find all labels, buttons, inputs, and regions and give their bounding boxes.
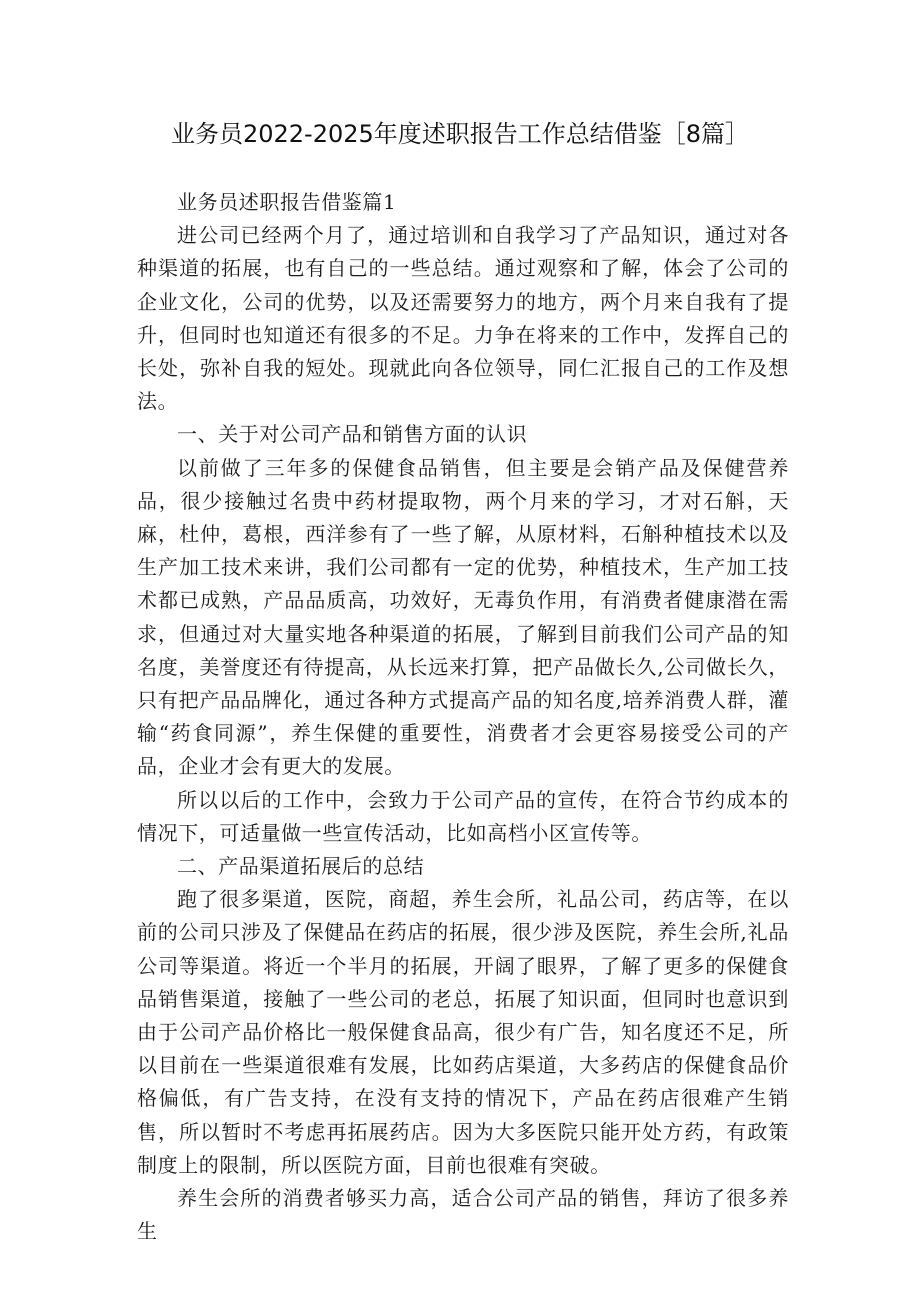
body-paragraph: 所以以后的工作中，会致力于公司产品的宣传，在符合节约成本的情况下，可适量做一些宣传活动，比如高档小区宣传等。 — [137, 787, 789, 845]
body-paragraph: 进公司已经两个月了，通过培训和自我学习了产品知识，通过对各种渠道的拓展，也有自己的一些总结。通过观察和了解，体会了公司的企业文化，公司的优势，以及还需要努力的地方，两个月来自我有了提升，但同时也知道还有很多的不足。力争在将来的工作中，发挥自己的长处，弥补自我的短处。现就此向各位领导，同仁汇报自己的工作及想法。 — [137, 223, 789, 414]
document-body — [137, 186, 789, 1249]
document-title: 业务员2022-2025年度述职报告工作总结借鉴［8篇］ — [170, 120, 750, 148]
section-heading: 一、关于对公司产品和销售方面的认识 — [177, 422, 528, 447]
section-heading: 二、产品渠道拓展后的总结 — [177, 854, 425, 879]
body-paragraph: 以前做了三年多的保健食品销售，但主要是会销产品及保健营养品，很少接触过名贵中药材提取物，两个月来的学习，才对石斛，天麻，杜仲，葛根，西洋参有了一些了解，从原材料，石斛种植技术以及生产加工技术来讲，我们公司都有一定的优势，种植技术，生产加工技术都已成熟，产品品质高，功效好，无毒负作用，有消费者健康潜在需求，但通过对大量实地各种渠道的拓展，了解到目前我们公司产品的知名度，美誉度还有待提高，从长远来打算，把产品做长久,公司做长久，只有把产品品牌化，通过各种方式提高产品的知名度,培养消费人群，灌输“药食同源”，养生保健的重要性，消费者才会更容易接受公司的产品，企业才会有更大的发展。 — [137, 455, 789, 779]
body-paragraph: 跑了很多渠道，医院，商超，养生会所，礼品公司，药店等，在以前的公司只涉及了保健品在药店的拓展，很少涉及医院，养生会所,礼品公司等渠道。将近一个半月的拓展，开阔了眼界，了解了更多的保健食品销售渠道，接触了一些公司的老总，拓展了知识面，但同时也意识到由于公司产品价格比一般保健食品高，很少有广告，知名度还不足，所以目前在一些渠道很难有发展，比如药店渠道，大多药店的保健食品价格偏低，有广告支持，在没有支持的情况下，产品在药店很难产生销售，所以暂时不考虑再拓展药店。因为大多医院只能开处方药，有政策制度上的限制，所以医院方面，目前也很难有突破。 — [137, 887, 789, 1177]
body-paragraph: 养生会所的消费者够买力高，适合公司产品的销售，拜访了很多养生 — [137, 1186, 789, 1244]
section-heading: 业务员述职报告借鉴篇1 — [177, 190, 397, 214]
